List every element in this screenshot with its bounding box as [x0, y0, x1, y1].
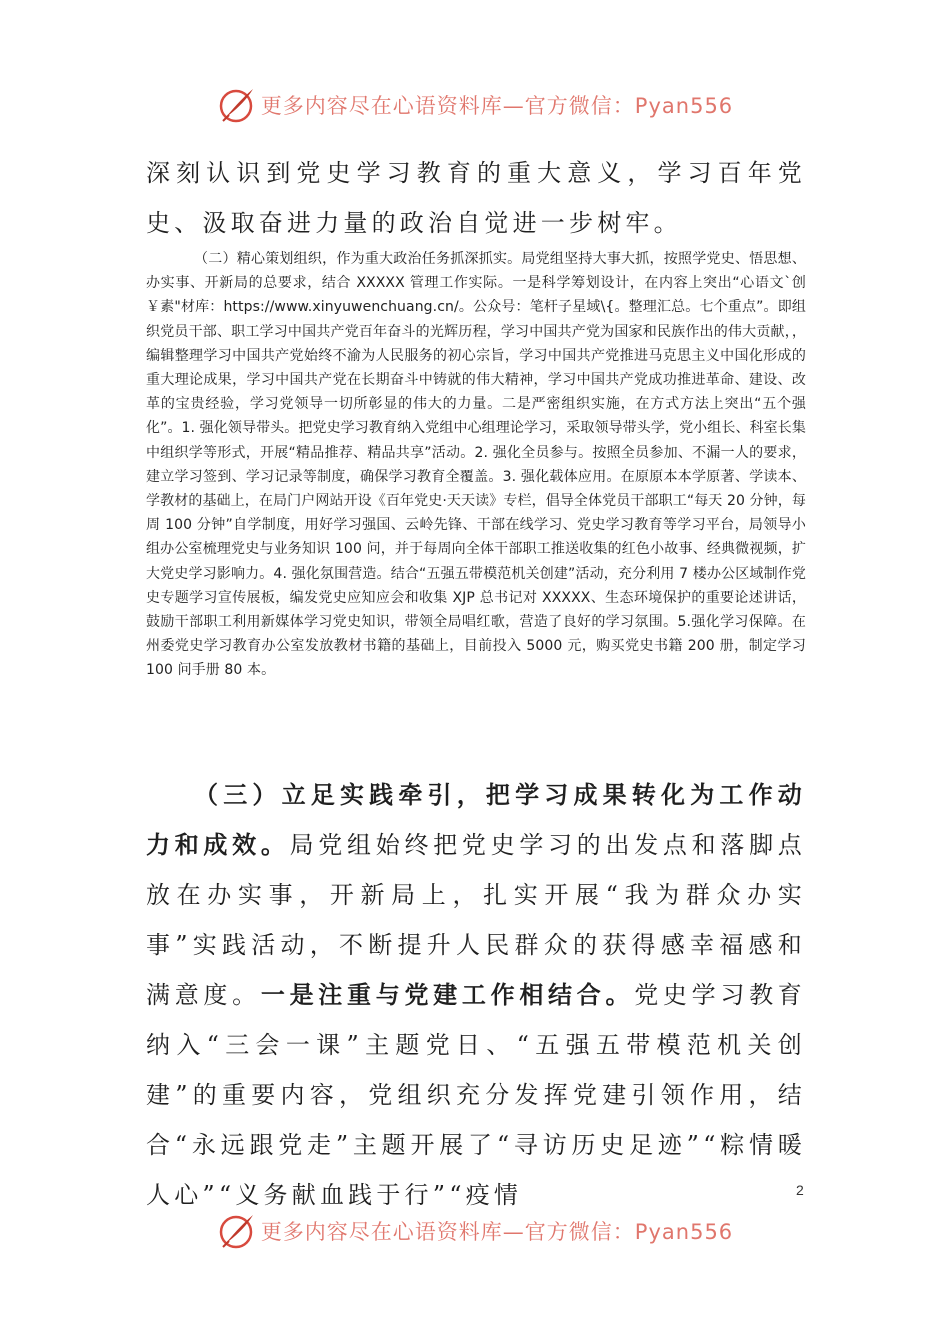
paragraph-continuation: 深刻认识到党史学习教育的重大意义，学习百年党史、汲取奋进力量的政治自觉进一步树牢。 — [146, 159, 806, 237]
page-number: 2 — [796, 1182, 804, 1198]
paragraph-section-3 — [146, 770, 806, 1220]
watermark-text: 更多内容尽在心语资料库—官方微信：Pyan556 — [260, 94, 734, 118]
section-3-heading: （三）立足实践牵引，把学习成果转化为工作动力和成效。 — [146, 780, 806, 859]
paragraph-section-2: （二）精心策划组织，作为重大政治任务抓深抓实。局党组坚持大事大抓，按照学党史、悟思想、办实事、开新局的总要求，结合 XXXXX 管理工作实际。一是科学筹划设计，在内容上突出“心语文`创￥素"材库：https://www.xinyuwenchuang.cn/。公众号：笔杆子星域\{。整理汇总。七个重点”。即组织党员干部、职工学习中国共产党百年奋斗的光辉历程，学习中国共产党为国家和民族作出的伟大贡献，，编辑整理学习中国共产党始终不渝为人民服务的初心宗旨，学习中国共产党推进马克思主义中国化形成的重大理论成果，学习中国共产党在长期奋斗中铸就的伟大精神，学习中国共产党成功推进革命、建设、改革的宝贵经验，学习党领导一切所彰显的伟大的力量。二是严密组织实施，在方式方法上突出“五个强化”。1. 强化领导带头。把党史学习教育纳入党组中心组理论学习，采取领导带头学，党小组长、科室长集中组织学等形式，开展“精品推荐、精品共享”活动。2. 强化全员参与。按照全员参加、不漏一人的要求，建立学习签到、学习记录等制度，确保学习教育全覆盖。3. 强化载体应用。在原原本本学原著、学读本、学教材的基础上，在局门户网站开设《百年党史·天天读》专栏，倡导全体党员干部职工“每天 20 分钟，每周 100 分钟”自学制度，用好学习强国、云岭先锋、干部在线学习、党史学习教育等学习平台，局领导小组办公室梳理党史与业务知识 100 问，并于每周向全体干部职工推送收集的红色小故事、经典微视频，扩大党史学习影响力。4. 强化氛围营造。结合“五强五带模范机关创建”活动，充分利用 7 楼办公区域制作党史专题学习宣传展板，编发党史应知应会和收集 XJP 总书记对 XXXXX、生态环境保护的重要论述讲话，鼓励干部职工利用新媒体学习党史知识，带领全局唱红歌，营造了良好的学习氛围。5.强化学习保障。在州委党史学习教育办公室发放教材书籍的基础上，目前投入 5000 元，购买党史书籍 200 册，制定学习 100 问手册 80 本。 — [146, 251, 806, 679]
quill-logo-icon — [217, 85, 257, 125]
section-3-subheading: 一是注重与党建工作相结合。 — [260, 980, 635, 1009]
watermark-banner-top — [0, 80, 950, 130]
watermark-banner-bottom — [0, 1206, 950, 1256]
watermark-text: 更多内容尽在心语资料库—官方微信：Pyan556 — [260, 1220, 734, 1244]
section-3-body: 局党组始终把党史学习的出发点和落脚点放在办实事，开新局上，扎实开展“我为群众办实事”实践活动，不断提升人民群众的获得感幸福感和满意度。 — [146, 831, 806, 1009]
quill-logo-icon — [217, 1211, 257, 1251]
section-3-body-2: 党史学习教育纳入“三会一课”主题党日、“五强五带模范机关创建”的重要内容，党组织充分发挥党建引领作用，结合“永远跟党走”主题开展了“寻访历史足迹”“粽情暖人心”“义务献血践于行”“疫情 — [146, 981, 806, 1209]
